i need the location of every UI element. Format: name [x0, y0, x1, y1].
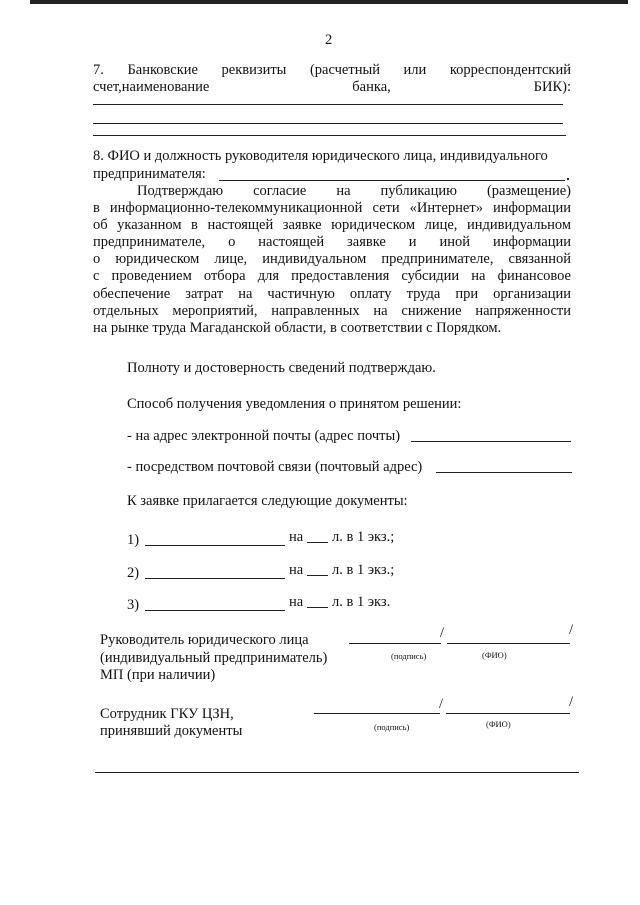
item8-fill-line: [219, 180, 565, 181]
doc-item-fill-line: [145, 578, 285, 579]
doc-item-pages-line: [307, 575, 328, 576]
bottom-separator-line: [95, 772, 579, 773]
sign1-caption-fio: (ФИО): [482, 650, 507, 660]
doc-item-suffix: л. в 1 экз.;: [332, 562, 395, 578]
doc-item-suffix: л. в 1 экз.: [332, 594, 391, 610]
sign2-caption-fio: (ФИО): [486, 719, 511, 729]
item7-line2: счет,наименование банка, БИК):: [93, 79, 571, 96]
item8-line2: предпринимателя:: [93, 166, 206, 182]
item8-period: [567, 178, 569, 180]
notify-email: - на адрес электронной почты (адрес почты): [127, 428, 401, 444]
sign2-line1: Сотрудник ГКУ ЦЗН,: [100, 706, 234, 722]
sign1-slash: /: [440, 625, 445, 641]
sign1-caption-signature: (подпись): [391, 651, 427, 661]
consent-line: обеспечение затрат на частичную оплату труда при организации: [93, 285, 571, 302]
sign1-fio-line: [447, 643, 570, 644]
sign2-slash-end: /: [569, 694, 574, 710]
docs-label: К заявке прилагается следующие документы:: [127, 493, 408, 509]
post-fill-line: [436, 472, 572, 473]
doc-item-number: 2): [127, 565, 140, 581]
doc-item-number: 3): [127, 597, 140, 613]
doc-item-on: на: [289, 594, 304, 610]
consent-paragraph: [93, 183, 571, 337]
item8-line1: 8. ФИО и должность руководителя юридического лица, индивидуального: [93, 148, 548, 164]
consent-line: об указанном в настоящей заявке юридическом лице, индивидуальном: [93, 217, 571, 234]
notify-post: - посредством почтовой связи (почтовый адрес): [127, 459, 423, 475]
item7-line1: 7. Банковские реквизиты (расчетный или корреспондентский: [93, 62, 571, 78]
sign1-slash-end: /: [569, 622, 574, 638]
consent-line: предпринимателе, о настоящей заявке и иной информации: [93, 234, 571, 251]
sign1-signature-line: [349, 643, 441, 644]
sign1-line2: (индивидуальный предприниматель): [100, 650, 328, 666]
consent-line: на рынке труда Магаданской области, в соответствии с Порядком.: [93, 319, 502, 336]
consent-line: в информационно-телекоммуникационной сети «Интернет» информации: [93, 200, 571, 217]
doc-item-fill-line: [145, 610, 285, 611]
sign2-signature-line: [314, 713, 440, 714]
notify-label: Способ получения уведомления о принятом решении:: [127, 396, 462, 412]
doc-item-number: 1): [127, 532, 140, 548]
sign2-line2: принявший документы: [100, 723, 243, 739]
sign1-line3: МП (при наличии): [100, 667, 216, 683]
item7-text: [93, 62, 571, 96]
confirm-statement: Полноту и достоверность сведений подтверждаю.: [127, 360, 436, 376]
doc-item-fill-line: [145, 545, 285, 546]
sign1-line1: Руководитель юридического лица: [100, 632, 309, 648]
item7-fill-line-3: [93, 135, 566, 136]
email-fill-line: [411, 441, 571, 442]
doc-item-pages-line: [307, 542, 328, 543]
consent-line: о юридическом лице, индивидуальном предпринимателе, связанной: [93, 251, 571, 268]
page-number: 2: [325, 32, 333, 48]
sign2-slash: /: [439, 696, 444, 712]
item7-fill-line-1: [93, 104, 563, 105]
doc-item-suffix: л. в 1 экз.;: [332, 529, 395, 545]
sign2-fio-line: [446, 713, 570, 714]
doc-item-on: на: [289, 562, 304, 578]
sign2-caption-signature: (подпись): [374, 722, 410, 732]
consent-line: с проведением отбора для предоставления субсидии на финансовое: [93, 268, 571, 285]
consent-line: отдельных мероприятий, направленных на снижение напряженности: [93, 302, 571, 319]
doc-item-on: на: [289, 529, 304, 545]
doc-item-pages-line: [307, 607, 328, 608]
item7-fill-line-2: [93, 123, 563, 124]
consent-line: Подтверждаю согласие на публикацию (размещение): [137, 183, 571, 199]
scan-top-edge: [30, 0, 628, 4]
